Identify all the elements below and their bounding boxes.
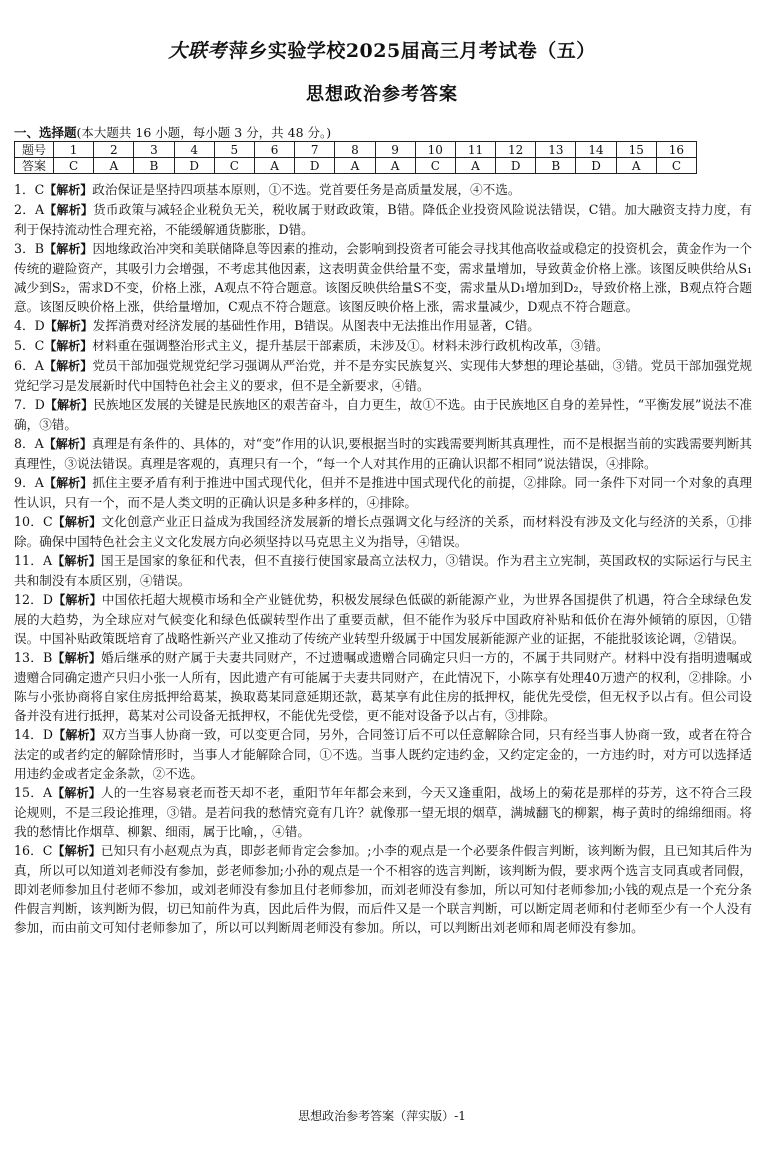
item-number: 5．C	[14, 338, 45, 353]
question-number-cell: 15	[616, 142, 656, 158]
item-number: 12．D	[14, 592, 54, 607]
item-number: 1．C	[14, 182, 45, 197]
question-number-cell: 10	[415, 142, 455, 158]
item-number: 9．A	[14, 475, 44, 490]
brand-logo-text: 大联考	[168, 40, 227, 62]
item-text: 政治保证是坚持四项基本原则，①不选。党首要任务是高质量发展，④不选。	[92, 182, 521, 197]
item-text: 国王是国家的象征和代表，但不直接行使国家最高立法权力，③错误。作为君主立宪制，英国政权的实际运行与民主共和制没有本质区别，④错误。	[14, 553, 753, 588]
analysis-tag: 【解析】	[43, 437, 92, 451]
item-text: 婚后继承的财产属于夫妻共同财产，不过遗嘱或遗赠合同确定只归一方的，不属于共同财产。材料中没有指明遗嘱或遗赠合同确定遗产只归小张一人所有，因此遗产有可能属于夫妻共同财产，在此情况下，小陈享有处理40万遗产的权利，②排除。小陈与小张协商将自家住房抵押给葛某，换取葛某同意延期还款，葛某享有此住房的抵押权，能优先受偿，但无权予以占有。但公司设备并没有进行抵押，葛某对公司设备无抵押权，不能优先受偿，更不能对设备予以占有，③排除。	[14, 650, 752, 723]
item-text: 货币政策与减轻企业税负无关，税收属于财政政策，B错。降低企业投资风险说法错误，C错。加大融资支持力度，有利于保持流动性合理充裕，不能缓解通货膨胀，D错。	[14, 202, 752, 237]
item-text: 党员干部加强党规党纪学习强调从严治党，并不是夯实民族复兴、实现伟大梦想的理论基础，③错。党员干部加强党规党纪学习是发展新时代中国特色社会主义的要求，但不是全新要求，④错。	[14, 358, 752, 393]
item-number: 6．A	[14, 358, 44, 373]
analysis-item	[14, 512, 752, 551]
analysis-item	[14, 841, 752, 937]
answer-cell: D	[295, 158, 335, 174]
item-text: 中国依托超大规模市场和全产业链优势，积极发展绿色低碳的新能源产业，为世界各国提供了机遇，符合全球绿色发展的大趋势，为全球应对气候变化和绿色低碳转型作出了重要贡献，但不能作为驳斥中国政府补贴和低价在海外倾销的原因，①错误。中国补贴政策既培育了战略性新兴产业又推动了传统产业转型升级属于中国发展新能源产业的证据，不能批驳该论调，②错误。	[14, 592, 752, 646]
analysis-item	[14, 551, 752, 590]
analysis-item	[14, 783, 752, 841]
item-number: 3．B	[14, 241, 45, 256]
exam-title-text: 萍乡实验学校2025届高三月考试卷（五）	[228, 40, 596, 62]
analysis-tag: 【解析】	[44, 319, 93, 333]
question-number-cell: 9	[375, 142, 415, 158]
item-number: 7．D	[14, 397, 45, 412]
question-number-cell: 6	[254, 142, 294, 158]
answer-cell: C	[214, 158, 254, 174]
item-number: 13．B	[14, 650, 53, 665]
answer-table-number-row	[15, 142, 697, 158]
answer-cell: C	[415, 158, 455, 174]
item-text: 材料重在强调整治形式主义，提升基层干部素质，未涉及①。材料未涉行政机构改革，③错。	[92, 338, 609, 353]
item-number: 8．A	[14, 436, 44, 451]
answer-cell: C	[656, 158, 696, 174]
analysis-tag: 【解析】	[53, 728, 102, 742]
item-number: 11．A	[14, 553, 53, 568]
question-number-cell: 7	[295, 142, 335, 158]
analysis-tag: 【解析】	[52, 844, 101, 858]
item-text: 因地缘政治冲突和美联储降息等因素的推动，会影响到投资者可能会寻找其他高收益或稳定的投资机会，黄金作为一个传统的避险资产，其吸引力会增强，不考虑其他因素，这表明黄金供给量不变，需求量增加，导致黄金价格上涨。该图反映供给从S₁减少到S₂，需求D不变，价格上涨，A观点不符合题意。该图反映供给量S不变，需求量从D₁增加到D₂，导致价格上涨，B观点符合题意。该图反映价格上涨，供给量增加，C观点不符合题意。该图反映价格上涨，需求量减少，D观点不符合题意。	[14, 241, 752, 314]
answer-cell: A	[254, 158, 294, 174]
answer-cell: A	[94, 158, 134, 174]
question-number-cell: 14	[576, 142, 616, 158]
analysis-item	[14, 395, 752, 434]
analysis-tag: 【解析】	[52, 651, 102, 665]
analysis-tag: 【解析】	[52, 786, 101, 800]
answer-cell: A	[335, 158, 375, 174]
analysis-tag: 【解析】	[43, 359, 93, 373]
question-number-cell: 13	[536, 142, 576, 158]
page-footer: 思想政治参考答案（萍实版）-1	[298, 1109, 466, 1123]
answer-cell: B	[134, 158, 174, 174]
item-text: 已知只有小赵观点为真，即彭老师肯定会参加。;小李的观点是一个必要条件假言判断，该判断为假，且已知其后件为真，所以可以知道刘老师没有参加，彭老师参加;小孙的观点是一个不相容的选言判断，该判断为假，要求两个选言支同真或者同假，即刘老师参加且付老师不参加，或刘老师没有参加且付老师参加，而刘老师没有参加，所以可知付老师参加;小钱的观点是一个充分条件假言判断，该判断为假，切已知前件为真，因此后件为假，而后件又是一个联言判断，可以断定周老师和付老师至少有一个人没有参加，而由前文可知付老师参加了，所以可以判断周老师没有参加。所以，可以判断出刘老师和周老师没有参加。	[14, 843, 752, 935]
question-number-cell: 5	[214, 142, 254, 158]
answer-cell: C	[54, 158, 94, 174]
analysis-item	[14, 648, 752, 725]
analysis-item	[14, 473, 752, 512]
analysis-item	[14, 239, 752, 316]
answer-cell: B	[536, 158, 576, 174]
analysis-tag: 【解析】	[43, 476, 93, 490]
item-number: 2．A	[14, 202, 45, 217]
question-number-cell: 4	[174, 142, 214, 158]
question-number-cell: 16	[656, 142, 696, 158]
section-heading-label: 一、选择题	[14, 125, 77, 140]
analysis-tag: 【解析】	[52, 554, 101, 568]
item-text: 真理是有条件的、具体的，对“变”作用的认识,要根据当时的实践需要判断其真理性，而不是根据当前的实践需要判断其真理性，③说法错误。真理是客观的，真理只有一个，“每一个人对其作用的正确认识都不相同”说法错误，④排除。	[14, 436, 752, 471]
answer-cell: D	[496, 158, 536, 174]
answer-cell: D	[576, 158, 616, 174]
analysis-item	[14, 590, 752, 648]
item-number: 14．D	[14, 727, 54, 742]
section-heading	[14, 123, 331, 141]
answer-cell: D	[174, 158, 214, 174]
question-number-cell: 8	[335, 142, 375, 158]
question-number-cell: 1	[54, 142, 94, 158]
analysis-item	[14, 725, 752, 783]
question-number-cell: 12	[496, 142, 536, 158]
item-text: 抓住主要矛盾有利于推进中国式现代化，但并不是推进中国式现代化的前提，②排除。同一条件下对同一个对象的真理性认识，只有一个，而不是人类文明的正确认识是多种多样的，④排除。	[14, 475, 752, 510]
question-number-cell: 11	[455, 142, 495, 158]
item-text: 人的一生容易衰老而苍天却不老，重阳节年年都会来到，今天又逢重阳，战场上的菊花是那样的芬芳，这不符合三段论规则，不是三段论推理，③错。是若问我的愁情究竟有几许？就像那一望无垠的烟草，满城翻飞的柳絮，梅子黄时的绵绵细雨。将我的愁情比作烟草、柳絮、细雨，属于比喻，，④错。	[14, 785, 753, 839]
item-text: 双方当事人协商一致，可以变更合同，另外，合同签订后不可以任意解除合同，只有经当事人协商一致，或者在符合法定的或者约定的解除情形时，当事人才能解除合同，①不选。当事人既约定违约金，又约定定金的，一方违约时，对方可以选择适用违约金或者定金条款，②不选。	[14, 727, 752, 781]
row-label-numbers: 题号	[15, 142, 54, 158]
analysis-tag: 【解析】	[52, 515, 102, 529]
answer-table-answer-row	[15, 158, 697, 174]
analysis-list	[14, 180, 752, 937]
analysis-item	[14, 316, 752, 336]
analysis-tag: 【解析】	[44, 398, 94, 412]
analysis-item	[14, 434, 752, 473]
question-number-cell: 2	[94, 142, 134, 158]
analysis-item	[14, 200, 752, 239]
analysis-item	[14, 336, 752, 356]
exam-title	[0, 36, 764, 63]
analysis-item	[14, 356, 752, 395]
item-text: 民族地区发展的关键是民族地区的艰苦奋斗，自力更生，故①不选。由于民族地区自身的差异性，“平衡发展”说法不准确，③错。	[14, 397, 752, 432]
item-number: 10．C	[14, 514, 53, 529]
answer-table	[14, 141, 697, 174]
analysis-tag: 【解析】	[44, 203, 94, 217]
item-number: 16．C	[14, 843, 53, 858]
answer-cell: A	[616, 158, 656, 174]
item-number: 4．D	[14, 318, 45, 333]
answer-cell: A	[455, 158, 495, 174]
analysis-tag: 【解析】	[44, 183, 93, 197]
question-number-cell: 3	[134, 142, 174, 158]
item-number: 15．A	[14, 785, 53, 800]
item-text: 文化创意产业正日益成为我国经济发展新的增长点强调文化与经济的关系，而材料没有涉及文化与经济的关系，①排除。确保中国特色社会主义文化发展方向必须坚持以马克思主义为指导，④错误。	[14, 514, 752, 549]
analysis-item	[14, 180, 752, 200]
section-heading-note: (本大题共 16 小题，每小题 3 分，共 48 分。)	[76, 125, 332, 140]
answer-cell: A	[375, 158, 415, 174]
analysis-tag: 【解析】	[53, 593, 102, 607]
row-label-answers: 答案	[15, 158, 54, 174]
analysis-tag: 【解析】	[44, 339, 93, 353]
page-subtitle: 思想政治参考答案	[306, 84, 458, 105]
item-text: 发挥消费对经济发展的基础性作用，B错误。从图表中无法推出作用显著，C错。	[92, 318, 540, 333]
analysis-tag: 【解析】	[44, 242, 93, 256]
